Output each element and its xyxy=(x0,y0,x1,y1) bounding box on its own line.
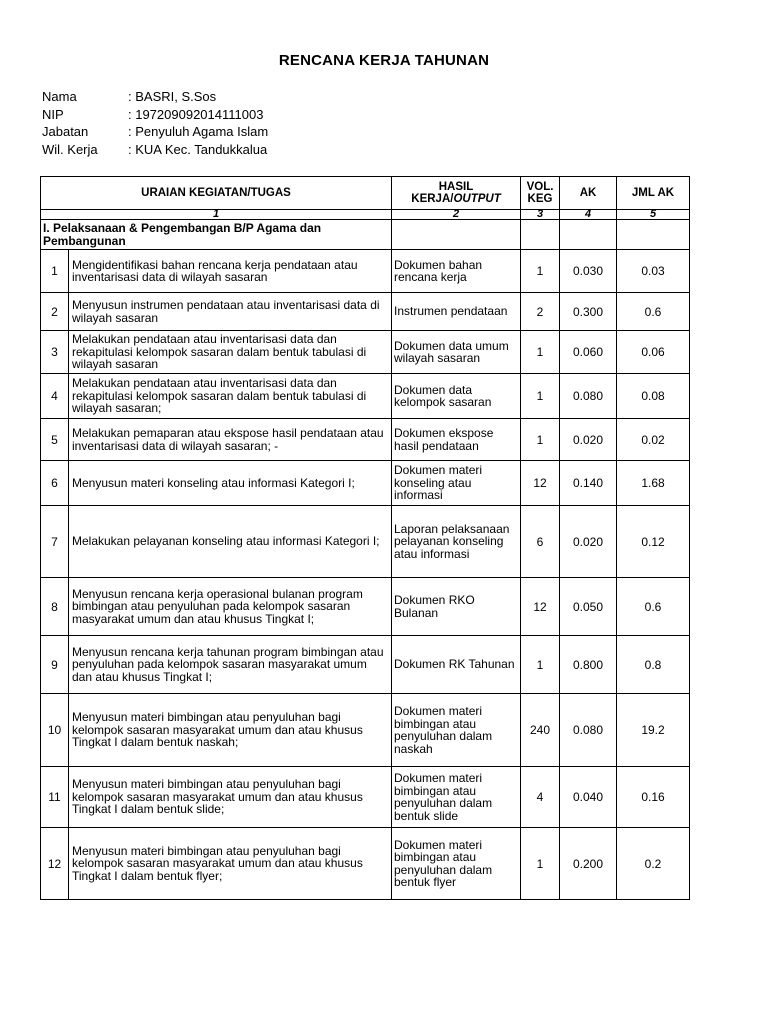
identity-row-jabatan xyxy=(42,123,268,141)
table-row xyxy=(41,419,690,461)
jml-ak-value: 0.8 xyxy=(617,636,690,694)
ak-value: 0.080 xyxy=(560,374,617,419)
output-description: Instrumen pendataan xyxy=(392,293,521,331)
table-row xyxy=(41,461,690,506)
output-description: Dokumen materi bimbingan atau penyuluhan dalam naskah xyxy=(392,694,521,767)
table-header-row xyxy=(41,177,690,210)
ak-value: 0.300 xyxy=(560,293,617,331)
jml-ak-value: 0.06 xyxy=(617,331,690,374)
ak-value: 0.200 xyxy=(560,828,617,900)
header-vol-line1: VOL. xyxy=(526,181,554,193)
col-number: 5 xyxy=(617,210,690,220)
task-description: Melakukan pemaparan atau ekspose hasil pendataan atau inventarisasi data di wilayah sasaran; - xyxy=(69,419,392,461)
task-description: Menyusun materi bimbingan atau penyuluhan bagi kelompok sasaran masyarakat umum dan atau khusus Tingkat I dalam bentuk naskah; xyxy=(69,694,392,767)
col-number: 1 xyxy=(41,210,392,220)
task-description: Melakukan pendataan atau inventarisasi data dan rekapitulasi kelompok sasaran dalam bentuk tabulasi di wilayah sasaran; xyxy=(69,374,392,419)
output-description: Laporan pelaksanaan pelayanan konseling atau informasi xyxy=(392,506,521,578)
table-row xyxy=(41,694,690,767)
jml-ak-value: 1.68 xyxy=(617,461,690,506)
identity-label: Wil. Kerja xyxy=(42,141,98,157)
identity-value: : Penyuluh Agama Islam xyxy=(128,124,269,139)
row-number: 9 xyxy=(41,636,69,694)
jml-ak-value: 0.02 xyxy=(617,419,690,461)
table-row xyxy=(41,767,690,828)
col-number: 4 xyxy=(560,210,617,220)
row-number: 2 xyxy=(41,293,69,331)
output-description: Dokumen materi konseling atau informasi xyxy=(392,461,521,506)
row-number: 4 xyxy=(41,374,69,419)
document-title: RENCANA KERJA TAHUNAN xyxy=(278,52,490,69)
identity-block xyxy=(42,88,268,158)
task-description: Melakukan pelayanan konseling atau informasi Kategori I; xyxy=(69,506,392,578)
identity-row-nama xyxy=(42,88,268,106)
volume-value: 1 xyxy=(521,828,560,900)
col-number: 2 xyxy=(392,210,521,220)
volume-value: 6 xyxy=(521,506,560,578)
section-title: I. Pelaksanaan & Pengembangan B/P Agama dan Pembangunan xyxy=(41,220,392,250)
output-description: Dokumen RK Tahunan xyxy=(392,636,521,694)
empty-cell xyxy=(521,220,560,250)
output-description: Dokumen data kelompok sasaran xyxy=(392,374,521,419)
jml-ak-value: 0.6 xyxy=(617,293,690,331)
volume-value: 4 xyxy=(521,767,560,828)
col-number: 3 xyxy=(521,210,560,220)
table-row xyxy=(41,506,690,578)
identity-label: Jabatan xyxy=(42,124,89,139)
jml-ak-value: 0.6 xyxy=(617,578,690,636)
jml-ak-value: 0.03 xyxy=(617,250,690,293)
volume-value: 1 xyxy=(521,374,560,419)
table-row xyxy=(41,374,690,419)
ak-value: 0.040 xyxy=(560,767,617,828)
task-description: Melakukan pendataan atau inventarisasi data dan rekapitulasi kelompok sasaran dalam bentuk tabulasi di wilayah sasaran xyxy=(69,331,392,374)
ak-value: 0.050 xyxy=(560,578,617,636)
jml-ak-value: 0.12 xyxy=(617,506,690,578)
jml-ak-value: 0.2 xyxy=(617,828,690,900)
task-description: Mengidentifikasi bahan rencana kerja pendataan atau inventarisasi data di wilayah sasaran xyxy=(69,250,392,293)
volume-value: 240 xyxy=(521,694,560,767)
ak-value: 0.140 xyxy=(560,461,617,506)
ak-value: 0.800 xyxy=(560,636,617,694)
identity-label: NIP xyxy=(42,106,64,122)
header-vol-line2: KEG xyxy=(527,193,553,205)
volume-value: 1 xyxy=(521,331,560,374)
output-description: Dokumen RKO Bulanan xyxy=(392,578,521,636)
header-hasil-line1: HASIL xyxy=(438,181,474,193)
identity-value: : KUA Kec. Tandukkalua xyxy=(128,141,268,157)
identity-row-nip xyxy=(42,106,268,124)
header-hasil-line2b: OUTPUT xyxy=(453,193,501,205)
table-row xyxy=(41,331,690,374)
task-description: Menyusun materi bimbingan atau penyuluhan bagi kelompok sasaran masyarakat umum dan atau khusus Tingkat I dalam bentuk flyer; xyxy=(69,828,392,900)
jml-ak-value: 0.08 xyxy=(617,374,690,419)
ak-value: 0.020 xyxy=(560,419,617,461)
row-number: 10 xyxy=(41,694,69,767)
header-uraian: URAIAN KEGIATAN/TUGAS xyxy=(41,177,392,210)
volume-value: 12 xyxy=(521,461,560,506)
header-hasil xyxy=(392,177,521,210)
table-row xyxy=(41,828,690,900)
row-number: 1 xyxy=(41,250,69,293)
output-description: Dokumen materi bimbingan atau penyuluhan dalam bentuk slide xyxy=(392,767,521,828)
task-description: Menyusun materi bimbingan atau penyuluhan bagi kelompok sasaran masyarakat umum dan atau khusus Tingkat I dalam bentuk slide; xyxy=(69,767,392,828)
ak-value: 0.080 xyxy=(560,694,617,767)
empty-cell xyxy=(560,220,617,250)
ak-value: 0.020 xyxy=(560,506,617,578)
row-number: 3 xyxy=(41,331,69,374)
header-ak: AK xyxy=(560,177,617,210)
volume-value: 12 xyxy=(521,578,560,636)
row-number: 6 xyxy=(41,461,69,506)
header-jml-ak: JML AK xyxy=(617,177,690,210)
volume-value: 2 xyxy=(521,293,560,331)
output-description: Dokumen ekspose hasil pendataan xyxy=(392,419,521,461)
table-row xyxy=(41,293,690,331)
header-hasil-line2a: KERJA/ xyxy=(411,193,454,205)
table-row xyxy=(41,250,690,293)
volume-value: 1 xyxy=(521,419,560,461)
volume-value: 1 xyxy=(521,250,560,293)
identity-value: : 197209092014111003 xyxy=(128,106,264,122)
work-plan-table xyxy=(40,176,690,900)
row-number: 8 xyxy=(41,578,69,636)
table-row xyxy=(41,578,690,636)
row-number: 7 xyxy=(41,506,69,578)
table-row xyxy=(41,636,690,694)
row-number: 11 xyxy=(41,767,69,828)
ak-value: 0.060 xyxy=(560,331,617,374)
volume-value: 1 xyxy=(521,636,560,694)
header-vol xyxy=(521,177,560,210)
task-description: Menyusun materi konseling atau informasi Kategori I; xyxy=(69,461,392,506)
column-number-row xyxy=(41,210,690,220)
row-number: 12 xyxy=(41,828,69,900)
row-number: 5 xyxy=(41,419,69,461)
task-description: Menyusun rencana kerja operasional bulanan program bimbingan atau penyuluhan pada kelompok sasaran masyarakat umum dan atau khusus Tingkat I; xyxy=(69,578,392,636)
output-description: Dokumen data umum wilayah sasaran xyxy=(392,331,521,374)
jml-ak-value: 19.2 xyxy=(617,694,690,767)
identity-label: Nama xyxy=(42,89,77,104)
empty-cell xyxy=(617,220,690,250)
identity-value: : BASRI, S.Sos xyxy=(128,89,217,104)
identity-row-wilayah xyxy=(42,141,268,159)
task-description: Menyusun instrumen pendataan atau inventarisasi data di wilayah sasaran xyxy=(69,293,392,331)
output-description: Dokumen bahan rencana kerja xyxy=(392,250,521,293)
jml-ak-value: 0.16 xyxy=(617,767,690,828)
ak-value: 0.030 xyxy=(560,250,617,293)
empty-cell xyxy=(392,220,521,250)
task-description: Menyusun rencana kerja tahunan program bimbingan atau penyuluhan pada kelompok sasaran masyarakat umum dan atau khusus Tingkat I; xyxy=(69,636,392,694)
section-row xyxy=(41,220,690,250)
output-description: Dokumen materi bimbingan atau penyuluhan dalam bentuk flyer xyxy=(392,828,521,900)
